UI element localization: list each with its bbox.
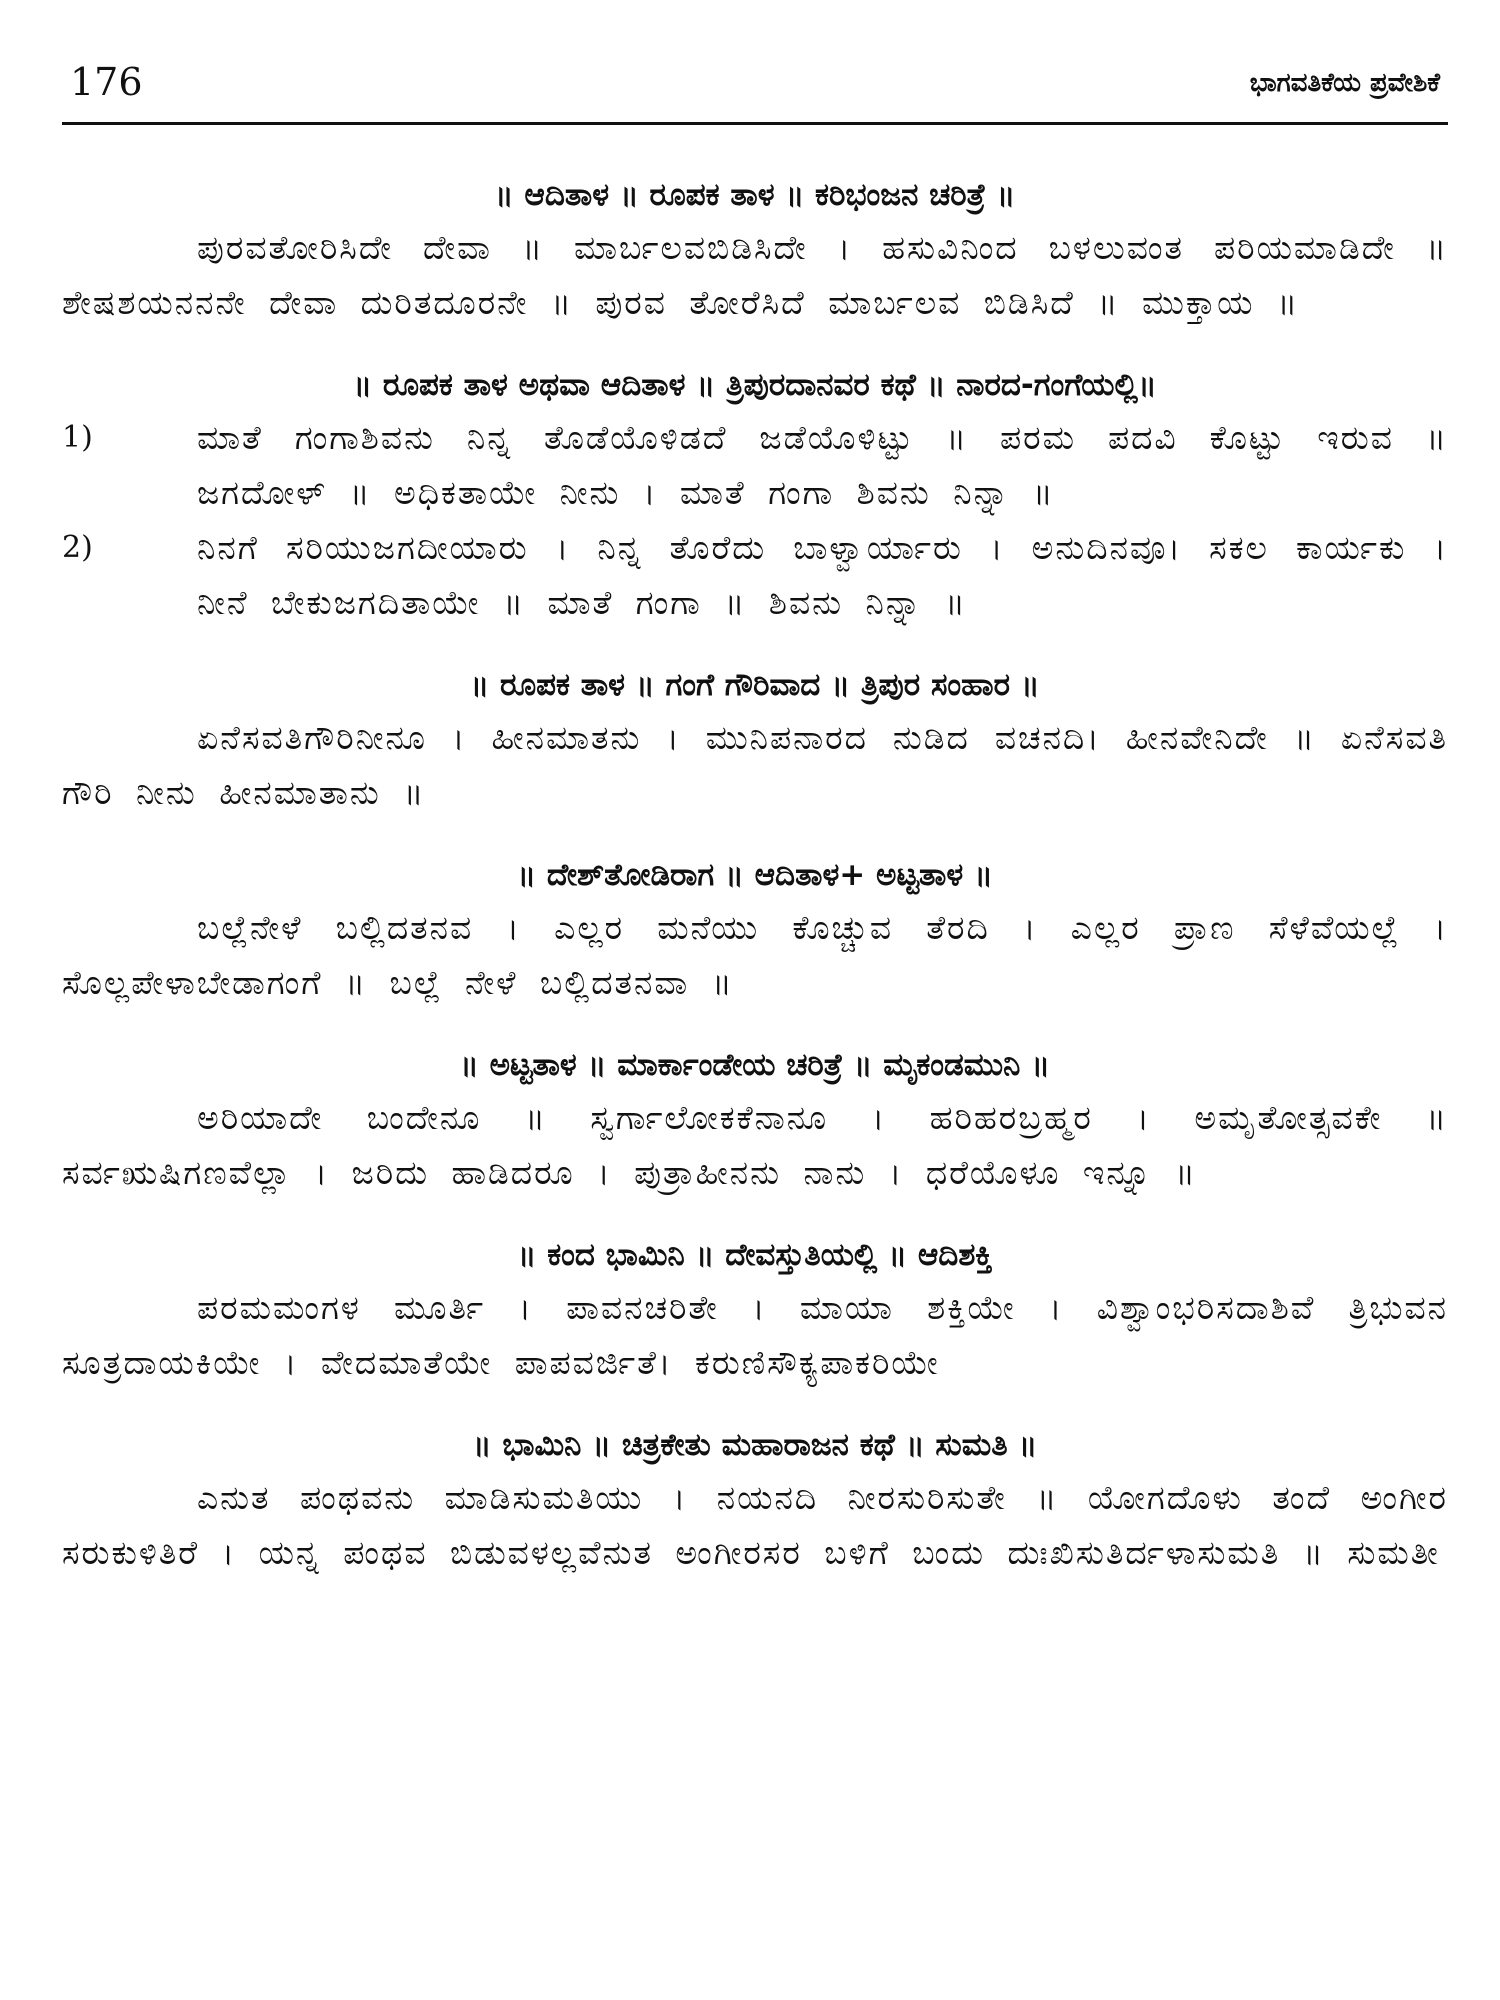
section-karibhanjana (62, 170, 1448, 330)
section-heading: ॥ ಅಟ್ಟತಾಳ ॥ ಮಾರ್ಕಾಂಡೇಯ ಚರಿತ್ರೆ ॥ ಮೃಕಂಡಮುನಿ ॥ (459, 1047, 1051, 1083)
page-number: 176 (70, 60, 143, 104)
verse-text: ಪುರವತೋರಿಸಿದೇ ದೇವಾ ॥ ಮಾರ್ಬಲವಬಿಡಿಸಿದೇ । ಹಸುವಿನಿಂದ ಬಳಲುವಂತ ಪರಿಯಮಾಡಿದೇ ॥ ಶೇಷಶಯನನನೇ ದೇವಾ ದುರಿತದೂರನೇ ॥ ಪುರವ ತೋರೆಸಿದೆ ಮಾರ್ಬಲವ ಬಿಡಿಸಿದೆ ॥ ಮುಕ್ತಾಯ ॥ (62, 228, 1448, 322)
verse-text: ಬಲ್ಲೆನೇಳೆ ಬಲ್ಲಿದತನವ । ಎಲ್ಲರ ಮನೆಯು ಕೊಚ್ಚುವ ತೆರದಿ । ಎಲ್ಲರ ಪ್ರಾಣ ಸೆಳೆವೆಯಲ್ಲೆ । ಸೊಲ್ಲಪೇಳಾಬೇಡಾಗಂಗೆ ॥ ಬಲ್ಲೆ ನೇಳೆ ಬಲ್ಲಿದತನವಾ ॥ (62, 908, 1448, 1002)
verse-text: ಅರಿಯಾದೇ ಬಂದೇನೂ ॥ ಸ್ವರ್ಗಾಲೋಕಕೆನಾನೂ । ಹರಿಹರಬ್ರಹ್ಮರ । ಅಮೃತೋತ್ಸವಕೇ ॥ ಸರ್ವಋಷಿಗಣವೆಲ್ಲಾ । ಜರಿದು ಹಾಡಿದರೂ । ಪುತ್ರಾಹೀನನು ನಾನು । ಧರೆಯೊಳೂ ಇನ್ನೂ ॥ (62, 1098, 1448, 1192)
verse-number: 1) (62, 420, 93, 455)
section-markandeya (62, 1040, 1448, 1200)
page-header (62, 58, 1448, 125)
running-title: ಭಾಗವತಿಕೆಯ ಪ್ರವೇಶಿಕೆ (1249, 68, 1440, 98)
verse-text: ನಿನಗೆ ಸರಿಯುಜಗದೀಯಾರು । ನಿನ್ನ ತೊರೆದು ಬಾಳ್ವಾರ್ಯಾರು । ಅನುದಿನವೂ। ಸಕಲ ಕಾರ್ಯಕು । ನೀನೆ ಬೇಕುಜಗದಿತಾಯೇ ॥ ಮಾತೆ ಗಂಗಾ ॥ ಶಿವನು ನಿನ್ನಾ ॥ (197, 528, 1448, 622)
verse-text: ಮಾತೆ ಗಂಗಾಶಿವನು ನಿನ್ನ ತೊಡೆಯೊಳಿಡದೆ ಜಡೆಯೊಳಿಟ್ಟು ॥ ಪರಮ ಪದವಿ ಕೊಟ್ಟು ಇರುವ ॥ ಜಗದೋಳ್ ॥ ಅಧಿಕತಾಯೇ ನೀನು । ಮಾತೆ ಗಂಗಾ ಶಿವನು ನಿನ್ನಾ ॥ (197, 418, 1448, 512)
verse-number: 2) (62, 530, 93, 565)
verse-text: ಎನುತ ಪಂಥವನು ಮಾಡಿಸುಮತಿಯು । ನಯನದಿ ನೀರಸುರಿಸುತೇ ॥ ಯೋಗದೊಳು ತಂದೆ ಅಂಗೀರ ಸರುಕುಳಿತಿರೆ । ಯನ್ನ ಪಂಥವ ಬಿಡುವಳಲ್ಲವೆನುತ ಅಂಗೀರಸರ ಬಳಿಗೆ ಬಂದು ದುಃಖಿಸುತಿರ್ದಳಾಸುಮತಿ ॥ ಸುಮತೀ (62, 1478, 1448, 1572)
section-devastuti (62, 1230, 1448, 1390)
section-heading: ॥ ಆದಿತಾಳ ॥ ರೂಪಕ ತಾಳ ॥ ಕರಿಭಂಜನ ಚರಿತ್ರೆ ॥ (494, 177, 1016, 213)
numbered-verse (62, 410, 1448, 520)
verse-text: ಏನೆಸವತಿಗೌರಿನೀನೂ । ಹೀನಮಾತನು । ಮುನಿಪನಾರದ ನುಡಿದ ವಚನದಿ। ಹೀನವೇನಿದೇ ॥ ಏನೆಸವತಿ ಗೌರಿ ನೀನು ಹೀನಮಾತಾನು ॥ (62, 718, 1448, 812)
section-heading: ॥ ಕಂದ ಭಾಮಿನಿ ॥ ದೇವಸ್ತುತಿಯಲ್ಲಿ ॥ ಆದಿಶಕ್ತಿ (517, 1237, 993, 1273)
section-heading: ॥ ರೂಪಕ ತಾಳ ॥ ಗಂಗೆ ಗೌರಿವಾದ ॥ ತ್ರಿಪುರ ಸಂಹಾರ ॥ (470, 667, 1040, 703)
numbered-verse (62, 520, 1448, 630)
page-content (62, 170, 1448, 1610)
section-deshtodi (62, 850, 1448, 1010)
section-heading: ॥ ದೇಶ್‌ತೋಡಿರಾಗ ॥ ಆದಿತಾಳ+ ಅಟ್ಟತಾಳ ॥ (517, 857, 993, 893)
section-chitraketu (62, 1420, 1448, 1580)
section-heading: ॥ ಭಾಮಿನಿ ॥ ಚಿತ್ರಕೇತು ಮಹಾರಾಜನ ಕಥೆ ॥ ಸುಮತಿ ॥ (472, 1427, 1038, 1463)
verse-text: ಪರಮಮಂಗಳ ಮೂರ್ತಿ । ಪಾವನಚರಿತೇ । ಮಾಯಾ ಶಕ್ತಿಯೇ । ವಿಶ್ವಾಂಭರಿಸದಾಶಿವೆ ತ್ರಿಭುವನ ಸೂತ್ರದಾಯಕಿಯೇ । ವೇದಮಾತೆಯೇ ಪಾಪವರ್ಜಿತೆ। ಕರುಣಿಸೌಕ್ಯಪಾಕರಿಯೇ (62, 1288, 1448, 1382)
section-heading: ॥ ರೂಪಕ ತಾಳ ಅಥವಾ ಆದಿತಾಳ ॥ ತ್ರಿಪುರದಾನವರ ಕಥೆ ॥ ನಾರದ-ಗಂಗೆಯಲ್ಲಿ॥ (353, 367, 1157, 403)
section-gange-gaurivada (62, 660, 1448, 820)
section-tripura-danavara (62, 360, 1448, 630)
